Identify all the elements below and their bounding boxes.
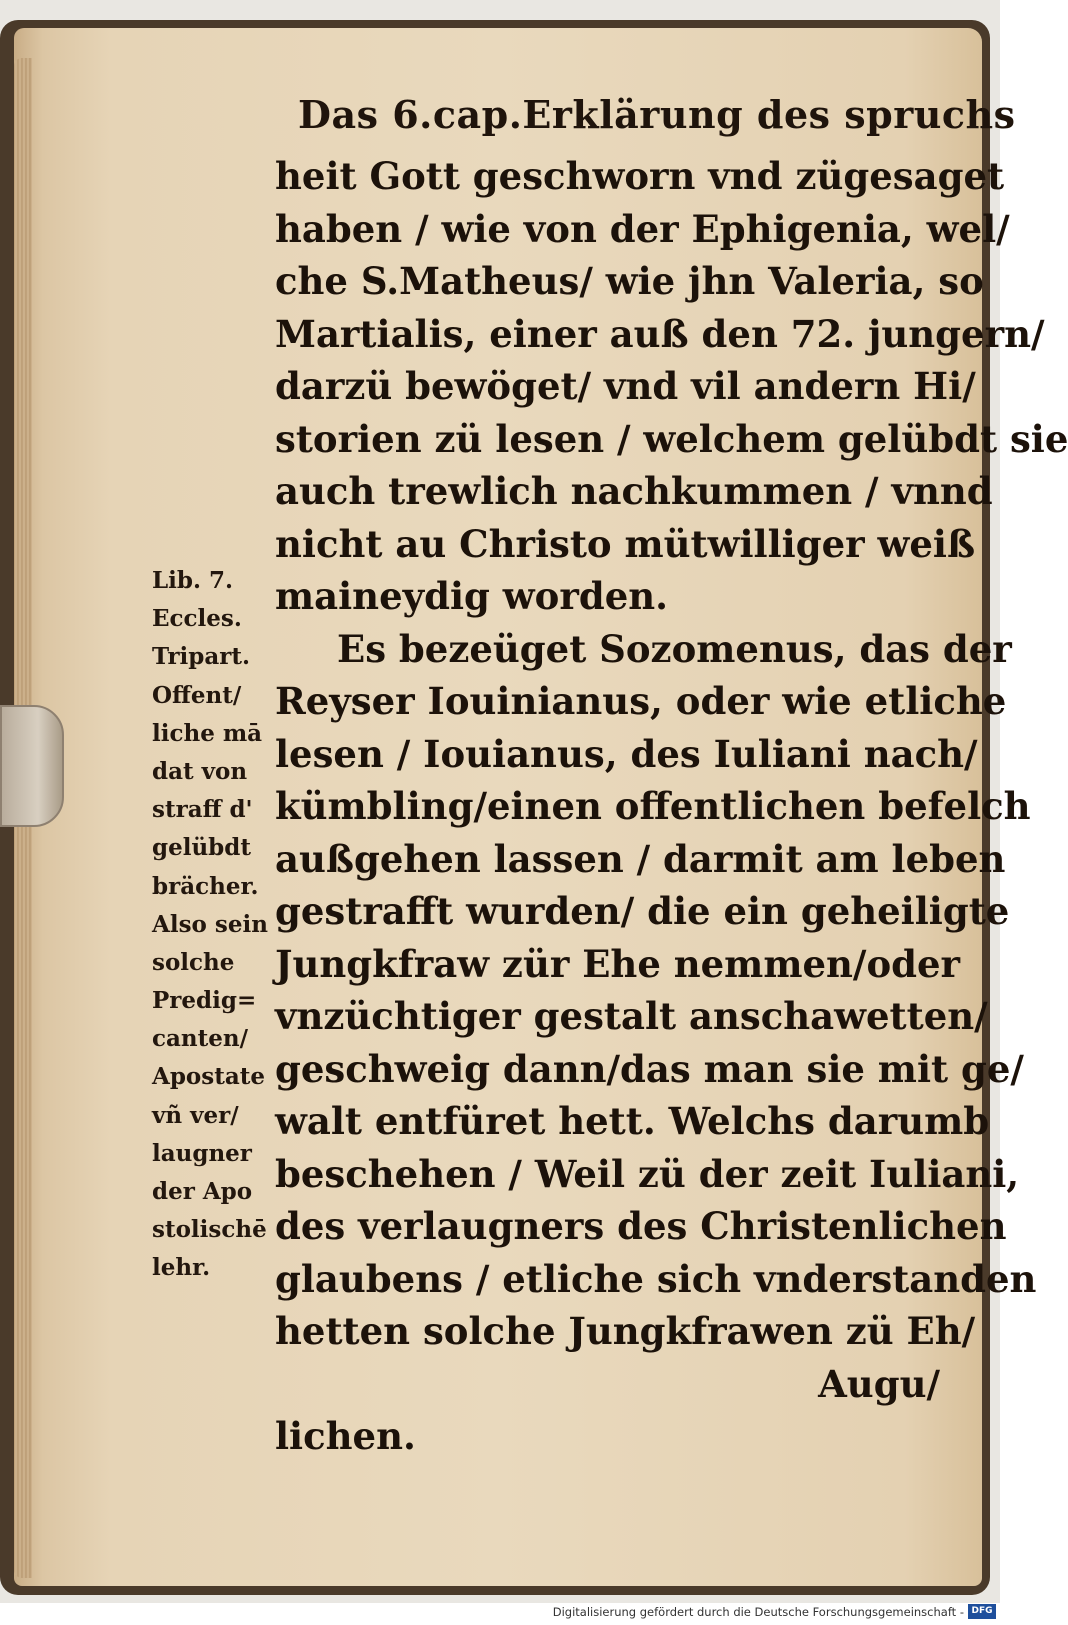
dfg-logo: DFG [968,1604,996,1619]
text-line: auch trewlich nachkummen / vnnd [275,469,993,513]
margin-note: liche mā [152,719,263,747]
text-line: geschweig dann/das man sie mit ge/ [275,1046,1024,1091]
margin-note: gelübdt [152,834,251,862]
funding-credit: Digitalisierung gefördert durch die Deutsche Forschungsgemeinschaft - [552,1605,964,1619]
margin-note: laugner [152,1139,252,1167]
catchword: Augu/ [818,1361,940,1406]
margin-note: brächer. [152,872,259,900]
text-line: Martialis, einer auß den 72. jungern/ [275,311,1045,356]
text-line: walt entfüret hett. Welchs darumb [275,1099,990,1143]
margin-note: Offent/ [152,681,242,709]
margin-note: stolischē [152,1216,267,1244]
margin-note: Lib. 7. [152,567,234,594]
text-line: lesen / Iouianus, des Iuliani nach/ [275,731,978,776]
text-line: glaubens / etliche sich vnderstanden [275,1256,1037,1301]
text-line: darzü bewöget/ vnd vil andern Hi/ [275,364,976,408]
margin-note: Tripart. [152,643,251,671]
text-line: Reyser Iouinianus, oder wie etliche [275,679,1007,723]
margin-note: Also sein [152,910,268,938]
margin-note: canten/ [152,1025,249,1053]
text-line: vnzüchtiger gestalt anschawetten/ [275,994,988,1038]
text-line: gestrafft wurden/ die ein geheiligte [275,889,1010,933]
running-header: Das 6.cap.Erklärung des spruchs [298,92,1016,137]
text-line: außgehen lassen / darmit am leben [275,836,1006,881]
text-line: maineydig worden. [275,574,669,618]
text-line: beschehen / Weil zü der zeit Iuliani, [275,1151,1020,1196]
text-line: nicht au Christo mütwilliger weiß [275,521,976,566]
text-line: Jungkfraw zür Ehe nemmen/oder [275,941,961,986]
text-line: che S.Matheus/ wie jhn Valeria, so [275,259,984,303]
margin-note: Eccles. [152,605,242,633]
margin-notes [152,562,277,1288]
margin-note: Apostate [152,1063,266,1091]
text-line: heit Gott geschworn vnd zügesaget [275,154,1005,198]
text-line: Es bezeüget Sozomenus, das der [337,626,1012,671]
text-line: hetten solche Jungkfrawen zü Eh/ [275,1309,976,1353]
text-line: lichen. [275,1414,416,1458]
margin-note: solche [152,948,235,976]
margin-note: der Apo [152,1178,253,1205]
margin-note: lehr. [152,1254,211,1282]
text-line: haben / wie von der Ephigenia, wel/ [275,206,1010,251]
margin-note: Predig= [152,987,257,1015]
margin-note: dat von [152,757,248,785]
text-line: storien zü lesen / welchem gelübdt sie [275,416,1068,461]
text-line: des verlaugners des Christenlichen [275,1204,1007,1248]
text-line: kümbling/einen offentlichen befelch [275,784,1031,828]
book-clasp [0,705,64,827]
main-text-block [275,150,1068,1463]
margin-note: vñ ver/ [152,1101,239,1129]
margin-note: straff d' [152,796,253,824]
